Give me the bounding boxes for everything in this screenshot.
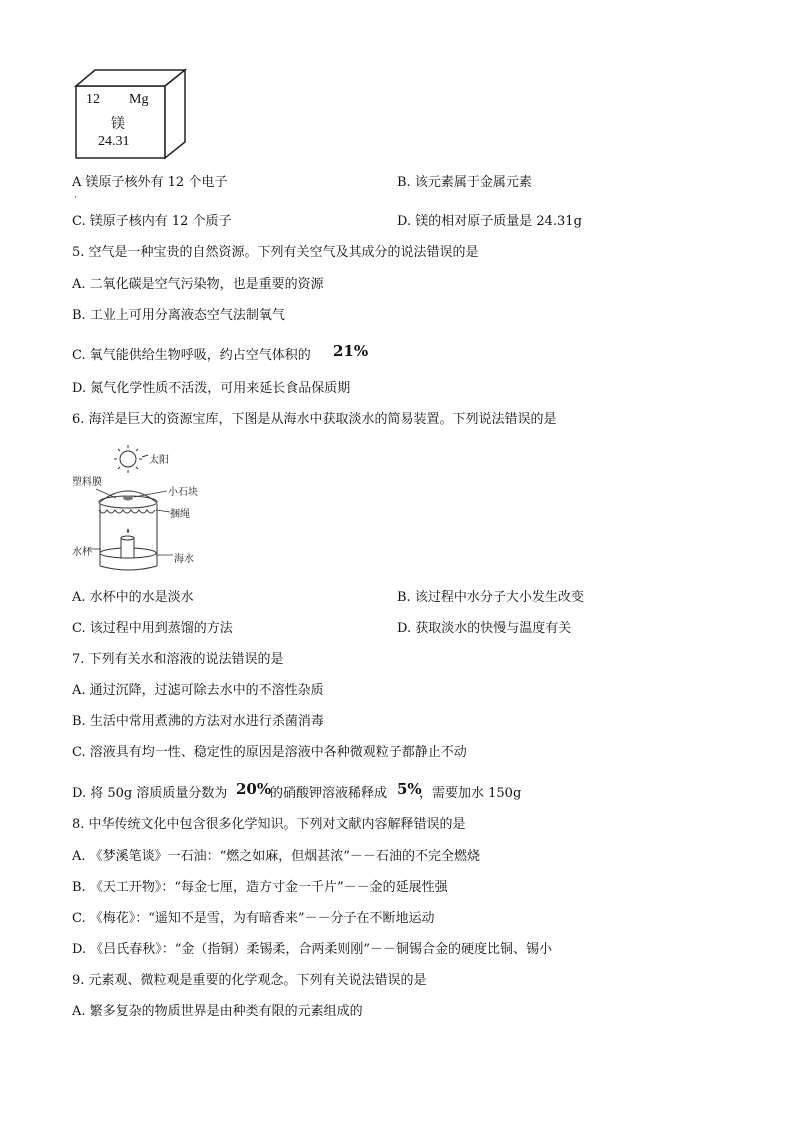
- label-sun: 太阳: [149, 455, 169, 466]
- q7-option-d-value1: 20%: [236, 780, 272, 798]
- q8-option-c: C. 《梅花》：“遥知不是雪，为有暗香来”－－分子在不断地运动: [72, 911, 435, 926]
- q8-option-b: B. 《天工开物》：“每金七厘，造方寸金一千片”－－金的延展性强: [72, 880, 448, 895]
- q6-option-a: A. 水杯中的水是淡水: [72, 590, 194, 605]
- q9-option-a: A. 繁多复杂的物质世界是由种类有限的元素组成的: [72, 1004, 363, 1019]
- element-name: 镁: [111, 117, 125, 132]
- q4-option-d: D. 镁的相对原子质量是 24.31g: [397, 214, 582, 229]
- q7-stem: 7. 下列有关水和溶液的说法错误的是: [72, 652, 284, 667]
- label-rope: 捆绳: [170, 509, 190, 520]
- q7-option-a: A. 通过沉降，过滤可除去水中的不溶性杂质: [72, 683, 324, 698]
- label-seawater: 海水: [174, 554, 194, 565]
- label-cup: 水杯: [72, 547, 92, 558]
- element-cube-outline: [73, 68, 198, 163]
- distillation-apparatus-figure: [70, 440, 220, 585]
- q7-option-d-part3: ，需要加水 150g: [419, 786, 522, 801]
- q6-stem: 6. 海洋是巨大的资源宝库，下图是从海水中获取淡水的简易装置。下列说法错误的是: [72, 412, 557, 427]
- q4-option-c: C. 镁原子核内有 12 个质子: [72, 214, 232, 229]
- q4-option-b: B. 该元素属于金属元素: [397, 175, 532, 190]
- q5-option-c: C. 氧气能供给生物呼吸，约占空气体积的: [72, 348, 311, 363]
- element-symbol: Mg: [129, 92, 149, 107]
- q7-option-d-value2: 5%: [397, 780, 422, 798]
- q5-option-a: A. 二氧化碳是空气污染物，也是重要的资源: [72, 277, 324, 292]
- dot-mark: ·: [74, 193, 77, 203]
- q7-option-c: C. 溶液具有均一性、稳定性的原因是溶液中各种微观粒子都静止不动: [72, 745, 467, 760]
- q5-stem: 5. 空气是一种宝贵的自然资源。下列有关空气及其成分的说法错误的是: [72, 245, 479, 260]
- q8-stem: 8. 中华传统文化中包含很多化学知识。下列对文献内容解释错误的是: [72, 817, 466, 832]
- q7-option-d-part1: D. 将 50g 溶质质量分数为: [72, 786, 228, 801]
- q4-option-a: A 镁原子核外有 12 个电子: [72, 175, 228, 190]
- q6-option-c: C. 该过程中用到蒸馏的方法: [72, 621, 233, 636]
- q6-option-d: D. 获取淡水的快慢与温度有关: [397, 621, 572, 636]
- q5-option-c-value: 21%: [333, 342, 369, 360]
- element-card-magnesium: [73, 68, 198, 163]
- q6-option-b: B. 该过程中水分子大小发生改变: [397, 590, 584, 605]
- q9-stem: 9. 元素观、微粒观是重要的化学观念。下列有关说法错误的是: [72, 973, 427, 988]
- label-plastic-film: 塑料膜: [72, 477, 102, 488]
- q8-option-d: D. 《吕氏春秋》：“金（指铜）柔锡柔，合两柔则刚”－－铜锡合金的硬度比铜、锡小: [72, 942, 553, 957]
- q5-option-b: B. 工业上可用分离液态空气法制氧气: [72, 308, 285, 323]
- q7-option-d-part2: 的硝酸钾溶液稀释成: [270, 786, 388, 801]
- q5-option-d: D. 氮气化学性质不活泼，可用来延长食品保质期: [72, 381, 351, 396]
- apparatus-drawing: [70, 440, 220, 585]
- q8-option-a: A. 《梦溪笔谈》一石油：“燃之如麻，但烟甚浓”－－石油的不完全燃烧: [72, 849, 480, 864]
- atomic-number: 12: [86, 92, 100, 107]
- q7-option-b: B. 生活中常用煮沸的方法对水进行杀菌消毒: [72, 714, 324, 729]
- label-small-stone: 小石块: [168, 487, 198, 498]
- atomic-mass: 24.31: [98, 134, 130, 149]
